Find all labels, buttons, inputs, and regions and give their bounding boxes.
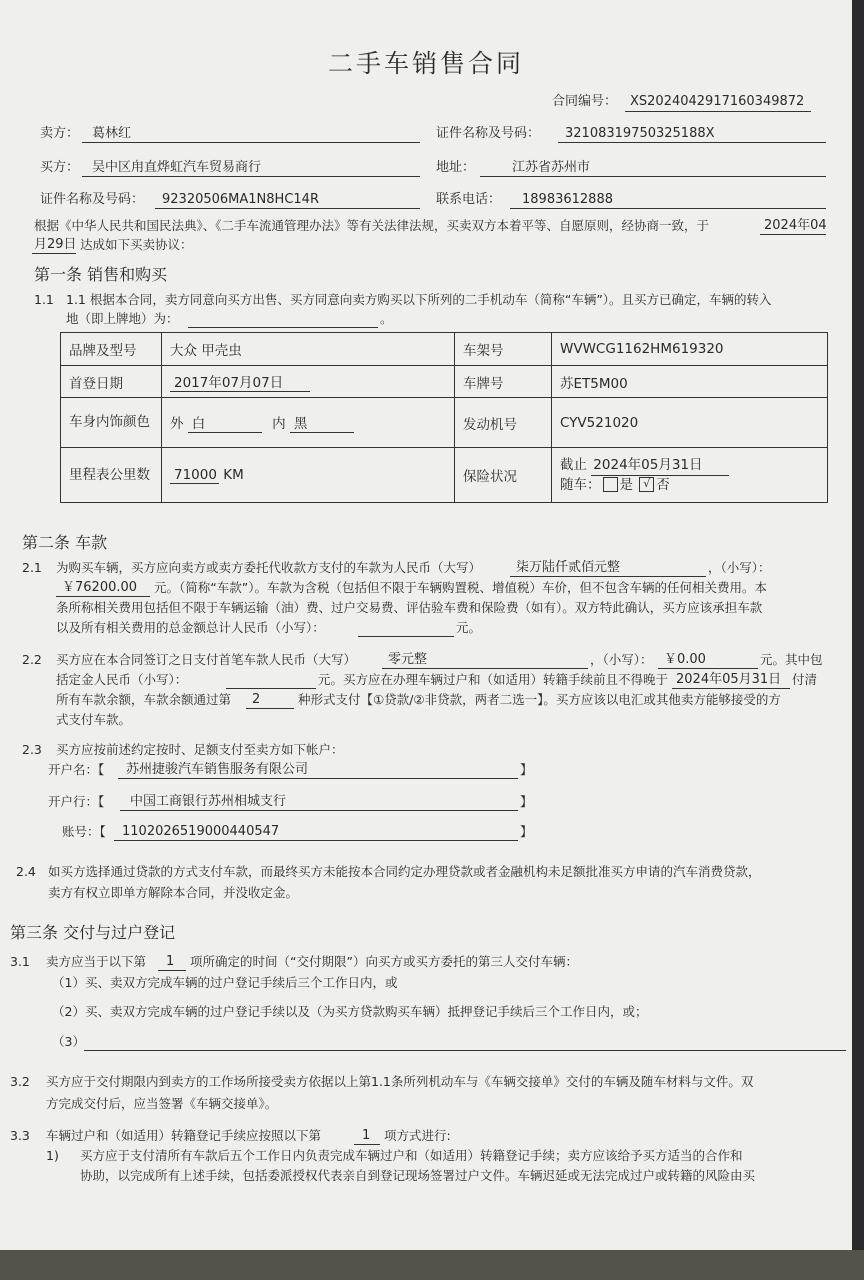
clause-3-2-line2: 方完成交付后，应当签署《车辆交接单》。 (46, 1096, 278, 1111)
clause-3-3-line1: 车辆过户和（如适用）转籍登记手续应按照以下第 (46, 1128, 322, 1143)
clause-3-2-number: 3.2 (10, 1074, 30, 1089)
buyer-address-underline (480, 176, 826, 177)
payment-method-underline (246, 708, 294, 709)
clause-3-1-line1b: 项所确定的时间（“交付期限”）向买方或买方委托的第三人交付车辆： (190, 954, 578, 969)
article3-heading: 第三条 交付与过户登记 (10, 923, 176, 942)
insurance-label: 保险状况 (455, 448, 552, 503)
buyer-id-underline (155, 208, 420, 209)
clause-2-2-line4: 式支付车款。 (56, 712, 132, 727)
buyer-address-label: 地址： (436, 160, 476, 175)
exterior-label: 外 (170, 416, 184, 432)
clause-2-1-line2: 元。（简称“车款”）。车款为含税（包括但不限于车辆购置税、增值税）车价，但不包含车辆的任何相关费用。本 (154, 580, 767, 595)
amount-chinese: 柒万陆仟贰佰元整 (516, 560, 621, 575)
clause-2-2-small: ，（小写）： (590, 652, 653, 667)
article1-line2: 地（即上牌地）为： (66, 311, 179, 326)
mileage-cell (162, 448, 455, 503)
transfer-place-underline (188, 327, 378, 328)
buyer-underline (82, 176, 420, 177)
preamble-date-a: 2024年04 (764, 218, 827, 233)
payment-method: 2 (252, 692, 261, 707)
with-car-label: 随车： (560, 476, 601, 493)
bank-underline (120, 810, 518, 811)
buyer-phone-underline (510, 208, 826, 209)
buyer-phone-label: 联系电话： (436, 192, 502, 207)
page-title: 二手车销售合同 (327, 49, 524, 78)
clause-3-3-line2: 买方应于支付清所有车款后五个工作日内负责完成车辆过户和（如适用）转籍登记手续；卖方应该给予买方适当的合作和 (80, 1148, 743, 1163)
deposit-underline (226, 688, 316, 689)
contract-no-underline (625, 111, 811, 112)
insurance-until-label: 截止 (560, 456, 587, 473)
mileage-value: 71000 (170, 467, 219, 484)
first-payment-underline (658, 668, 758, 669)
account-holder: 苏州捷骏汽车销售服务有限公司 (126, 762, 309, 777)
reg-date-label: 首登日期 (61, 366, 162, 398)
plate-value: 苏ET5M00 (552, 366, 828, 398)
clause-2-3-number: 2.3 (22, 742, 42, 757)
amount-value: ￥76200.00 (62, 580, 138, 595)
engine-label: 发动机号 (455, 398, 552, 448)
bank-label: 开户行：【 (48, 794, 105, 809)
clause-3-3-item-number: 1) (46, 1148, 59, 1163)
color-label: 车身内饰颜色 (61, 398, 162, 448)
mileage-label: 里程表公里数 (61, 448, 162, 503)
clause-2-1-small: ，（小写）： (708, 560, 771, 575)
option-2: （2）买、卖双方完成车辆的过户登记手续以及（为买方贷款购买车辆）抵押登记手续后三个工作日内，或； (52, 1004, 648, 1019)
interior-color: 黑 (290, 412, 354, 433)
yes-checkbox-icon (603, 477, 618, 492)
total-underline (358, 636, 454, 637)
article1-heading: 第一条 销售和购买 (34, 265, 168, 284)
first-payment-chinese-underline (382, 668, 588, 669)
clause-3-3-number: 3.3 (10, 1128, 30, 1143)
account-no-label: 账号：【 (62, 824, 106, 839)
article1-clause-number: 1.1 (34, 292, 54, 307)
exterior-color: 白 (188, 412, 262, 433)
clause-2-4-line2: 卖方有权立即单方解除本合同，并没收定金。 (48, 885, 299, 900)
transfer-option: 1 (362, 1128, 371, 1143)
buyer-id-label: 证件名称及号码： (40, 192, 145, 207)
interior-label: 内 (272, 416, 286, 432)
plate-label: 车牌号 (455, 366, 552, 398)
delivery-option-underline (158, 970, 186, 971)
clause-2-1-line4: 以及所有相关费用的总金额总计人民币（小写）： (56, 620, 325, 635)
yes-label: 是 (619, 476, 633, 493)
seller-id-value: 32108319750325188X (565, 126, 715, 141)
reg-date-cell (162, 366, 455, 398)
mileage-unit: KM (223, 466, 244, 483)
account-holder-close: 】 (520, 762, 533, 777)
transfer-option-underline (354, 1144, 380, 1145)
no-checkbox-icon: √ (639, 477, 654, 492)
buyer-address-value: 江苏省苏州市 (512, 160, 591, 175)
option-3: （3） (52, 1034, 85, 1049)
buyer-label: 买方： (40, 160, 80, 175)
preamble-date-b: 月29日 (34, 237, 77, 252)
seller-underline (82, 142, 420, 143)
clause-2-2-line3b: 种形式支付【①贷款/②非贷款，两者二选一】。买方应该以电汇或其他卖方能够接受的方 (298, 692, 781, 707)
first-payment-value: ￥0.00 (664, 652, 706, 667)
payoff-deadline-underline (672, 688, 790, 689)
insurance-cell (552, 448, 828, 503)
article2-heading: 第二条 车款 (22, 533, 108, 552)
clause-2-1-line3: 条所称相关费用包括但不限于车辆运输（油）费、过户交易费、评估验车费和保险费（如有）。双方特此确认，买方应该承担车款 (56, 600, 763, 615)
account-no: 1102026519000440547 (122, 824, 280, 839)
account-holder-label: 开户名：【 (48, 762, 105, 777)
vehicle-table (60, 332, 828, 503)
desk-background (0, 1250, 864, 1280)
clause-3-1-number: 3.1 (10, 954, 30, 969)
clause-2-2-line1: 买方应在本合同签订之日支付首笔车款人民币（大写） (56, 652, 357, 667)
insurance-until-value: 2024年05月31日 (591, 456, 729, 476)
clause-2-2-line2b: 元。买方应在办理车辆过户和（如适用）转籍手续前且不得晚于 (318, 672, 669, 687)
clause-3-3-line3: 协助，以完成所有上述手续，包括委派授权代表亲自到登记现场签署过户文件。车辆迟延或无法完成过户或转籍的风险由买 (80, 1168, 756, 1183)
article1-line1: 1.1 根据本合同，卖方同意向买方出售、买方同意向卖方购买以下所列的二手机动车（简称“车辆”）。且买方已确定，车辆的转入 (66, 292, 772, 307)
article1-line2-end: 。 (380, 311, 393, 326)
account-holder-underline (118, 778, 518, 779)
clause-2-3-line1: 买方应按前述约定按时、足额支付至卖方如下帐户： (56, 742, 344, 757)
buyer-name: 吴中区甪直烨虹汽车贸易商行 (92, 160, 262, 175)
reg-date-value: 2017年07月07日 (170, 371, 310, 392)
seller-name: 葛林红 (92, 126, 132, 141)
clause-2-2-line1-end: 元。其中包 (760, 652, 823, 667)
bank-close: 】 (520, 794, 533, 809)
seller-label: 卖方： (40, 126, 80, 141)
clause-2-4-line1: 如买方选择通过贷款的方式支付车款，而最终买方未能按本合同约定办理贷款或者金融机构未足额批准买方申请的汽车消费贷款， (48, 864, 761, 879)
page-edge-shadow (852, 0, 864, 1280)
clause-2-2-line2-end: 付清 (792, 672, 818, 687)
brand-value: 大众 甲壳虫 (162, 333, 455, 366)
vin-value: WVWCG1162HM619320 (552, 333, 828, 366)
no-label: 否 (656, 476, 670, 493)
preamble-date-b-underline (32, 253, 76, 254)
preamble-line1: 根据《中华人民共和国民法典》、《二手车流通管理办法》等有关法律法规，买卖双方本着平等、自愿原则，经协商一致，于 (34, 218, 710, 233)
clause-2-2-number: 2.2 (22, 652, 42, 667)
clause-2-4-number: 2.4 (16, 864, 36, 879)
contract-no-label: 合同编号： (552, 94, 618, 109)
engine-value: CYV521020 (552, 398, 828, 448)
buyer-phone-value: 18983612888 (522, 192, 613, 207)
vin-label: 车架号 (455, 333, 552, 366)
clause-2-2-line2: 括定金人民币（小写）： (56, 672, 188, 687)
seller-id-label: 证件名称及号码： (436, 126, 541, 141)
seller-id-underline (558, 142, 826, 143)
account-no-underline (114, 840, 518, 841)
account-no-close: 】 (520, 824, 533, 839)
clause-3-1-line1: 卖方应当于以下第 (46, 954, 147, 969)
buyer-id-value: 92320506MA1N8HC14R (162, 192, 319, 207)
clause-2-1-line4-end: 元。 (456, 620, 482, 635)
amount-underline (56, 596, 150, 597)
clause-3-3-line1b: 项方式进行: (384, 1128, 451, 1143)
option-3-underline (84, 1050, 846, 1051)
preamble-date-a-underline (760, 234, 826, 235)
clause-3-2-line1: 买方应于交付期限内到卖方的工作场所接受卖方依据以上第1.1条所列机动车与《车辆交接单》交付的车辆及随车材料与文件。双 (46, 1074, 754, 1089)
first-payment-chinese: 零元整 (388, 652, 428, 667)
payoff-deadline: 2024年05月31日 (676, 672, 782, 687)
clause-2-1-line1: 为购买车辆，买方应向卖方或卖方委托代收款方支付的车款为人民币（大写） (56, 560, 482, 575)
brand-label: 品牌及型号 (61, 333, 162, 366)
amount-chinese-underline (510, 576, 706, 577)
color-cell (162, 398, 455, 448)
delivery-option: 1 (166, 954, 175, 969)
option-1: （1）买、卖双方完成车辆的过户登记手续后三个工作日内，或 (52, 975, 398, 990)
preamble-line2: 达成如下买卖协议： (80, 237, 193, 252)
clause-2-2-line3: 所有车款余额，车款余额通过第 (56, 692, 232, 707)
clause-2-1-number: 2.1 (22, 560, 42, 575)
contract-no-value: XS20240429171603498​72 (630, 94, 805, 109)
bank-name: 中国工商银行苏州相城支行 (130, 794, 287, 809)
